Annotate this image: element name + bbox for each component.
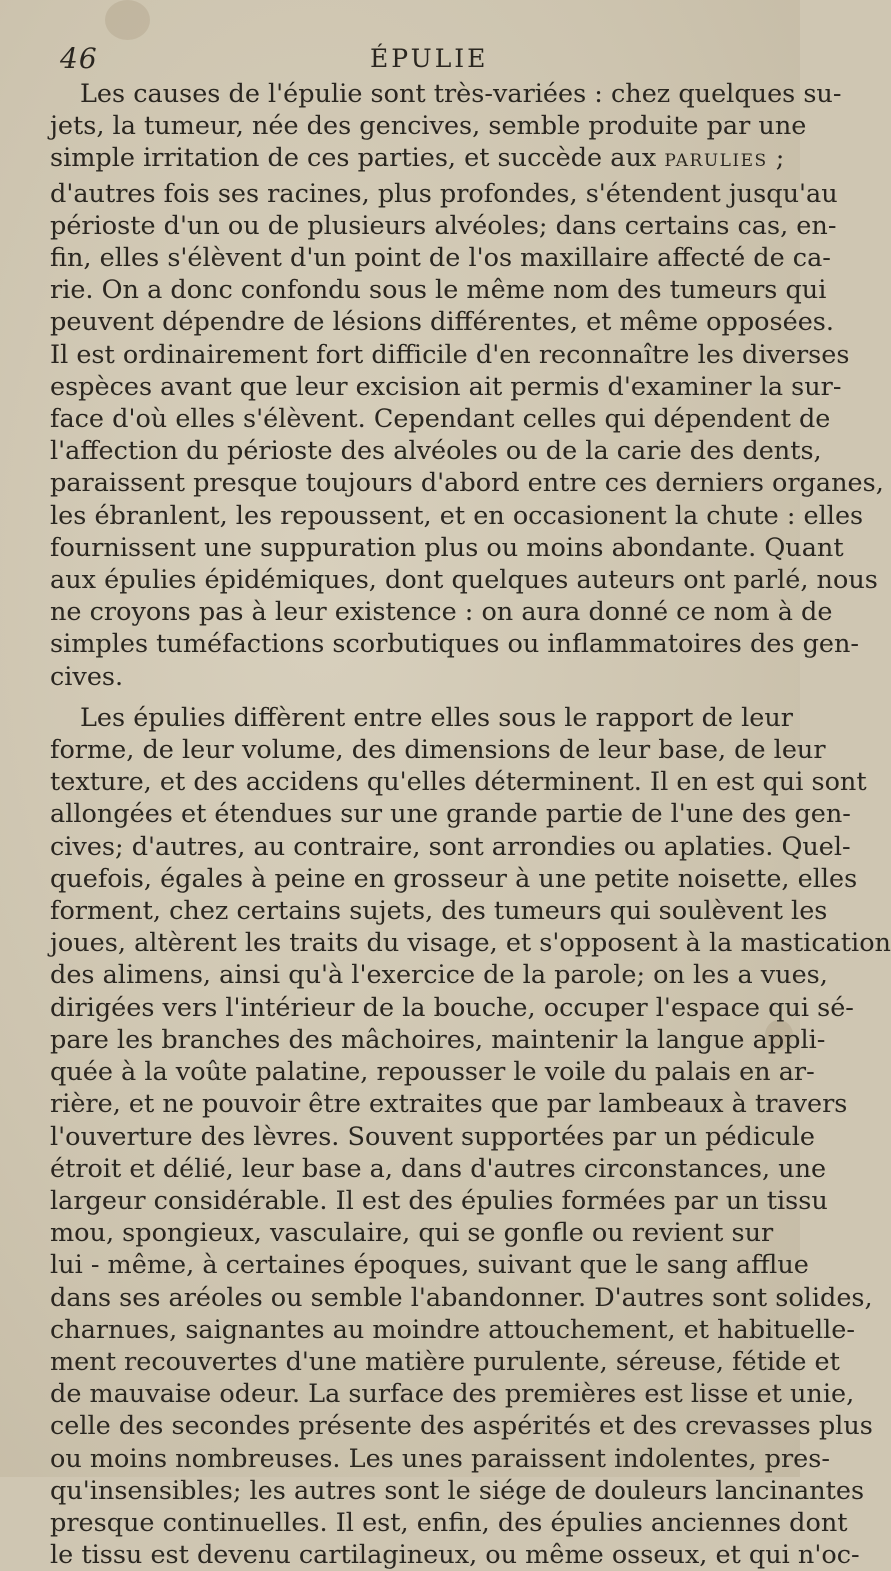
text-line: pare les branches des mâchoires, maintenir la langue appli- (50, 1024, 826, 1055)
paper-stain (105, 0, 150, 40)
text-line: dans ses aréoles ou semble l'abandonner. D'autres sont solides, (50, 1282, 873, 1313)
text-line: simples tuméfactions scorbutiques ou inflammatoires des gen- (50, 629, 860, 660)
text-line: fournissent une suppuration plus ou moins abondante. Quant (50, 532, 844, 563)
text-line: forment, chez certains sujets, des tumeurs qui soulèvent les (50, 896, 828, 927)
text-line: d'autres fois ses racines, plus profondes, s'étendent jusqu'au (50, 178, 838, 209)
text-line: l'ouverture des lèvres. Souvent supportées par un pédicule (50, 1121, 815, 1152)
text-line: jets, la tumeur, née des gencives, semble produite par une (50, 111, 807, 142)
text-line: celle des secondes présente des aspérités et des crevasses plus (50, 1411, 873, 1442)
text-line: rie. On a donc confondu sous le même nom des tumeurs qui (50, 275, 827, 306)
text-line: des alimens, ainsi qu'à l'exercice de la parole; on les a vues, (50, 960, 828, 991)
text-line: ou moins nombreuses. Les unes paraissent indolentes, pres- (50, 1443, 830, 1474)
text-line: les ébranlent, les repoussent, et en occasionent la chute : elles (50, 500, 864, 531)
paragraph-gap (50, 693, 770, 702)
text-line: fin, elles s'élèvent d'un point de l'os maxillaire affecté de ca- (50, 243, 831, 274)
text-line: quefois, égales à peine en grosseur à une petite noisette, elles (50, 863, 858, 894)
text-line: rière, et ne pouvoir être extraites que par lambeaux à travers (50, 1089, 848, 1120)
text-line: quée à la voûte palatine, repousser le voile du palais en ar- (50, 1057, 815, 1088)
text-line: espèces avant que leur excision ait permis d'examiner la sur- (50, 371, 842, 402)
text-line: Il est ordinairement fort difficile d'en reconnaître les diverses (50, 339, 850, 370)
text-line: texture, et des accidens qu'elles déterminent. Il en est qui sont (50, 767, 867, 798)
text-line: joues, altèrent les traits du visage, et s'opposent à la mastication (50, 928, 891, 959)
text-line: lui - même, à certaines époques, suivant que le sang afflue (50, 1250, 809, 1281)
text-line: ment recouvertes d'une matière purulente, séreuse, fétide et (50, 1346, 840, 1377)
text-line: Les causes de l'épulie sont très-variées : chez quelques su- (80, 79, 842, 109)
text-line: peuvent dépendre de lésions différentes, et même opposées. (50, 307, 834, 338)
text-line: cives. (50, 661, 124, 692)
text-line: qu'insensibles; les autres sont le siége de douleurs lancinantes (50, 1475, 865, 1506)
text-line: face d'où elles s'élèvent. Cependant celles qui dépendent de (50, 404, 831, 435)
text-line: allongées et étendues sur une grande partie de l'une des gen- (50, 799, 851, 830)
text-fragment: ; (767, 143, 785, 174)
text-line: étroit et délié, leur base a, dans d'autres circonstances, une (50, 1153, 827, 1184)
text-line: périoste d'un ou de plusieurs alvéoles; dans certains cas, en- (50, 210, 837, 241)
body-text (50, 78, 891, 1571)
text-line: cives; d'autres, au contraire, sont arrondies ou aplaties. Quel- (50, 831, 851, 862)
page-number: 46 (60, 42, 98, 75)
text-line: aux épulies épidémiques, dont quelques auteurs ont parlé, nous (50, 565, 878, 596)
text-line: le tissu est devenu cartilagineux, ou même osseux, et qui n'oc- (50, 1540, 860, 1571)
text-line: mou, spongieux, vasculaire, qui se gonfle ou revient sur (50, 1218, 774, 1249)
text-line: de mauvaise odeur. La surface des premières est lisse et unie, (50, 1379, 855, 1410)
running-title: ÉPULIE (370, 44, 489, 73)
smallcaps-term: PARULIES (664, 151, 768, 172)
text-line: forme, de leur volume, des dimensions de leur base, de leur (50, 735, 826, 766)
text-line: dirigées vers l'intérieur de la bouche, occuper l'espace qui sé- (50, 992, 854, 1023)
text-line: l'affection du périoste des alvéoles ou de la carie des dents, (50, 436, 822, 467)
text-line: largeur considérable. Il est des épulies formées par un tissu (50, 1185, 828, 1216)
text-line: paraissent presque toujours d'abord entre ces derniers organes, (50, 468, 884, 499)
text-line: charnues, saignantes au moindre attouchement, et habituelle- (50, 1314, 855, 1345)
text-line (50, 142, 785, 177)
text-line: presque continuelles. Il est, enfin, des épulies anciennes dont (50, 1507, 848, 1538)
text-fragment: simple irritation de ces parties, et succède aux (50, 143, 665, 174)
text-line: ne croyons pas à leur existence : on aura donné ce nom à de (50, 597, 833, 628)
text-line: Les épulies diffèrent entre elles sous le rapport de leur (80, 702, 793, 733)
